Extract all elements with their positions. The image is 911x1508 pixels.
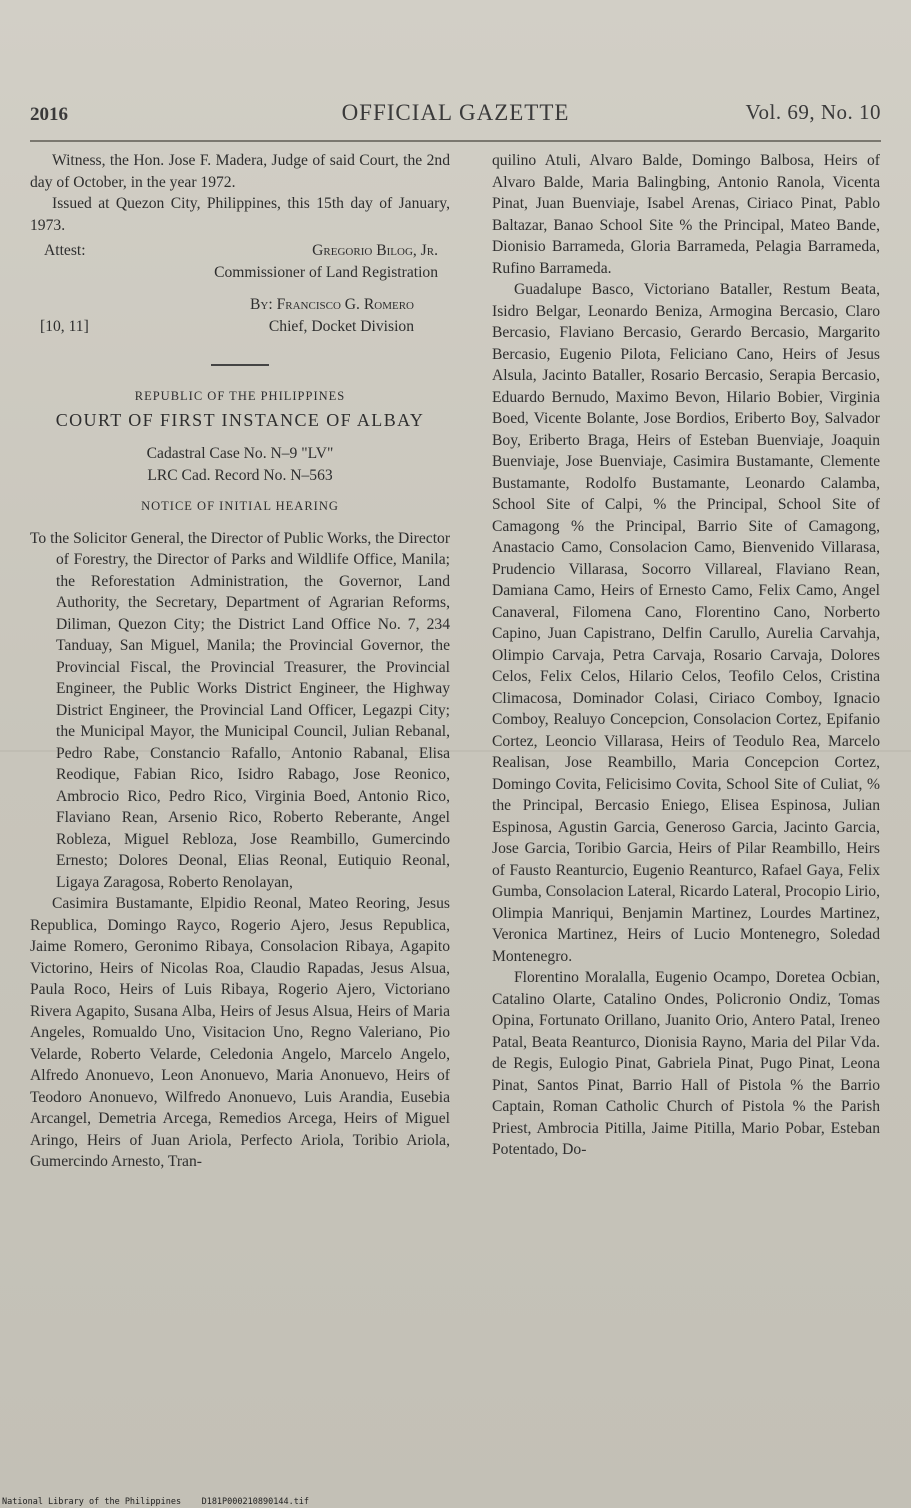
by-block xyxy=(30,294,450,342)
republic-heading: REPUBLIC OF THE PHILIPPINES xyxy=(134,389,346,403)
publication-title: OFFICIAL GAZETTE xyxy=(341,100,570,125)
header-rule xyxy=(30,140,881,142)
page-header xyxy=(30,96,881,130)
left-column xyxy=(30,150,450,1173)
attest-label: Attest: xyxy=(44,242,86,259)
right-paragraph-2: Guadalupe Basco, Victoriano Bataller, Restum Beata, Isidro Belgar, Leonardo Beniza, Armogina Bercasio, Claro Bercasio, Flaviano Bercasio, Gerardo Bercasio, Margarito Bercasio, Eugenio Pilota, Feliciano Cano, Heirs of Jesus Alsula, Jacinto Bataller, Rosario Bercasio, Serapia Bercasio, Eduardo Bernudo, Maximo Bevon, Hilario Bobier, Virginia Boed, Vicente Bolante, Jose Bordios, Eriberto Boy, Salvador Boy, Eriberto Braga, Heirs of Esteban Buenviaje, Joaquin Buenviaje, Jose Buenviaje, Casimira Bustamante, Clemente Bustamante, Rodolfo Bustamante, Leonardo Calamba, School Site of Calpi, % the Principal, School Site of Camagong % the Principal, Barrio Site of Camagong, Anastacio Camo, Consolacion Camo, Bienvenido Villarasa, Prudencio Villarasa, Socorro Villareal, Flaviano Rean, Damiana Camo, Heirs of Ernesto Camo, Felix Camo, Angel Canaveral, Filomena Cano, Florentino Cano, Norberto Capino, Juan Capistrano, Delfin Carullo, Aurelia Carvahja, Olimpio Carvaja, Petra Carvaja, Rosario Carvaja, Dolores Celos, Felix Celos, Hilario Celos, Teofilo Celos, Cristina Climacosa, Dominador Colasi, Ciriaco Comboy, Ignacio Comboy, Realuyo Concepcion, Consolacion Cortez, Epifanio Cortez, Leoncio Villarasa, Heirs of Teodulo Rea, Marcelo Realisan, Jose Reambillo, Maria Concepcion Cortez, Domingo Covita, Felicisimo Covita, School Site of Culiat, % the Principal, Bercasio Eniego, Elisea Espinosa, Julian Espinosa, Agustin Garcia, Generoso Garcia, Jacinto Garcia, Jose Garcia, Toribio Garcia, Heirs of Pilar Reambillo, Heirs of Fausto Reanturcio, Eugenio Reanturco, Rafael Gaya, Felix Gumba, Consolacion Lateral, Ricardo Lateral, Procopio Lirio, Olimpia Manriqui, Benjamin Martinez, Lourdes Martinez, Veronica Martinez, Heirs of Lucio Montenegro, Soledad Montenegro. xyxy=(492,281,880,965)
court-heading: COURT OF FIRST INSTANCE OF ALBAY xyxy=(55,409,425,430)
page-number: 2016 xyxy=(30,104,68,125)
attest-block xyxy=(30,240,450,286)
case-number: Cadastral Case No. N–9 "LV" xyxy=(146,445,334,462)
by-line: By: Francisco G. Romero xyxy=(250,296,414,313)
notice-heading: NOTICE OF INITIAL HEARING xyxy=(141,499,339,513)
names-paragraph: Casimira Bustamante, Elpidio Reonal, Mateo Reoring, Jesus Republica, Domingo Rayco, Rogerio Ajero, Jesus Republica, Jaime Romero, Geronimo Ribaya, Consolacion Ribaya, Agapito Victorino, Heirs of Nicolas Roa, Claudio Rapadas, Jesus Alsua, Paula Roco, Heirs of Luis Ribaya, Rogerio Ajero, Victoriano Rivera Agapito, Susana Alba, Heirs of Jesus Alsua, Heirs of Maria Angeles, Romualdo Uno, Visitacion Uno, Regno Valeriano, Pio Velarde, Roberto Velarde, Celedonia Angelo, Marcelo Angelo, Alfredo Anonuevo, Leon Anonuevo, Maria Anonuevo, Heirs of Teodoro Anonuevo, Wilfredo Anonuevo, Luis Arandia, Eusebia Arcangel, Demetria Arcega, Remedios Arcega, Heirs of Miguel Aringo, Heirs of Juan Ariola, Perfecto Ariola, Toribio Ariola, Gumercindo Arnesto, Tran- xyxy=(30,895,450,1170)
scan-footer: National Library of the Philippines D181P000210890144.tif xyxy=(2,1497,310,1507)
attest-name: Gregorio Bilog, Jr. xyxy=(312,242,438,259)
by-role: Chief, Docket Division xyxy=(268,318,414,335)
volume-issue: Vol. 69, No. 10 xyxy=(745,100,881,124)
reference-number: [10, 11] xyxy=(40,318,89,335)
right-paragraph-3: Florentino Moralalla, Eugenio Ocampo, Doretea Ocbian, Catalino Olarte, Catalino Ondes, Policronio Ondiz, Tomas Opina, Fortunato Orillano, Juanito Orio, Antero Patal, Ireneo Patal, Beata Reanturco, Dionisia Rayno, Maria del Pilar Vda. de Regis, Eulogio Pinat, Gabriela Pinat, Pugo Pinat, Leona Pinat, Santos Pinat, Barrio Hall of Pistola % the Barrio Captain, Roman Catholic Church of Pistola % the Parish Priest, Ambrocia Pitilla, Jaime Pitilla, Mario Pobar, Esteban Potentado, Do- xyxy=(492,969,880,1158)
witness-paragraph: Witness, the Hon. Jose F. Madera, Judge of said Court, the 2nd day of October, in the year 1972. xyxy=(30,152,450,191)
record-number: LRC Cad. Record No. N–563 xyxy=(147,466,333,484)
section-divider xyxy=(211,364,269,366)
right-column xyxy=(492,150,880,1161)
issued-paragraph: Issued at Quezon City, Philippines, this 15th day of January, 1973. xyxy=(30,195,450,234)
attest-role: Commissioner of Land Registration xyxy=(214,264,438,281)
addressee-paragraph: To the Solicitor General, the Director of Public Works, the Director of Forestry, the Director of Parks and Wildlife Office, Manila; the Reforestation Administration, the Governor, Land Authority, the Secretary, Department of Agrarian Reforms, Diliman, Quezon City; the District Land Office No. 7, 234 Tanduay, San Miguel, Manila; the Provincial Governor, the Provincial Fiscal, the Provincial Treasurer, the Provincial Engineer, the Public Works District Engineer, the Highway District Engineer, the Provincial Land Officer, Legazpi City; the Municipal Mayor, the Municipal Council, Julian Rebanal, Pedro Rabe, Constancio Rafallo, Antonio Rabanal, Elisa Reodique, Fabian Rico, Isidro Rabago, Jose Reonico, Ambrocio Rico, Pedro Rico, Virginia Boed, Antonio Rico, Flaviano Rean, Arsenio Rico, Roberto Reberante, Angel Robleza, Miguel Rebloza, Jose Reambillo, Gumercindo Ernesto; Dolores Deonal, Elias Reonal, Eutiquio Reonal, Ligaya Zaragosa, Roberto Renolayan, xyxy=(30,529,451,891)
right-paragraph-1: quilino Atuli, Alvaro Balde, Domingo Balbosa, Heirs of Alvaro Balde, Maria Balingbing, Antonio Ranola, Vicenta Pinat, Juan Buenviaje, Isabel Arenas, Ciriaco Pinat, Pablo Baltazar, Banao School Site % the Principal, Mateo Bande, Dionisio Barrameda, Gloria Barrameda, Pelagia Barrameda, Rufino Barrameda. xyxy=(492,152,880,277)
